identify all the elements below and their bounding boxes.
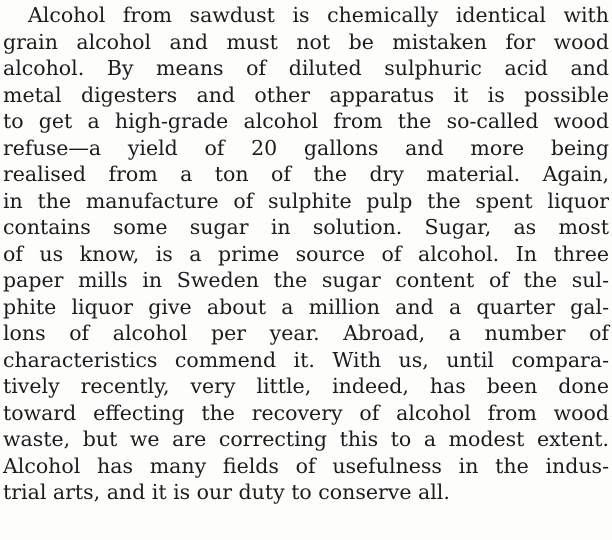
text-line: Alcohol has many fields of usefulness in the indus- <box>3 453 609 478</box>
text-line: metal digesters and other apparatus it is possible <box>3 82 609 107</box>
text-line: in the manufacture of sulphite pulp the spent liquor <box>3 188 609 213</box>
text-line: alcohol. By means of diluted sulphuric acid and <box>3 56 609 80</box>
text-line: contains some sugar in solution. Sugar, as most <box>3 215 609 239</box>
text-line: trial arts, and it is our duty to conserve all. <box>3 480 450 504</box>
text-line: Alcohol from sawdust is chemically identical with <box>28 3 609 27</box>
text-line: waste, but we are correcting this to a modest extent. <box>3 427 609 451</box>
text-line: to get a high-grade alcohol from the so-called wood <box>3 109 609 133</box>
text-line: of us know, is a prime source of alcohol. In three <box>3 241 609 266</box>
text-line: phite liquor give about a million and a quarter gal- <box>3 294 609 319</box>
text-line: grain alcohol and must not be mistaken for wood <box>3 29 609 54</box>
text-line: characteristics commend it. With us, until compara- <box>3 347 609 372</box>
text-line: tively recently, very little, indeed, has been done <box>3 374 609 398</box>
text-line: lons of alcohol per year. Abroad, a number of <box>3 321 609 345</box>
text-line: refuse—a yield of 20 gallons and more being <box>3 135 609 160</box>
text-line: toward effecting the recovery of alcohol from wood <box>3 400 609 425</box>
body-paragraph <box>3 2 609 506</box>
text-line: realised from a ton of the dry material. Again, <box>3 162 609 186</box>
text-line: paper mills in Sweden the sugar content of the sul- <box>3 268 609 292</box>
